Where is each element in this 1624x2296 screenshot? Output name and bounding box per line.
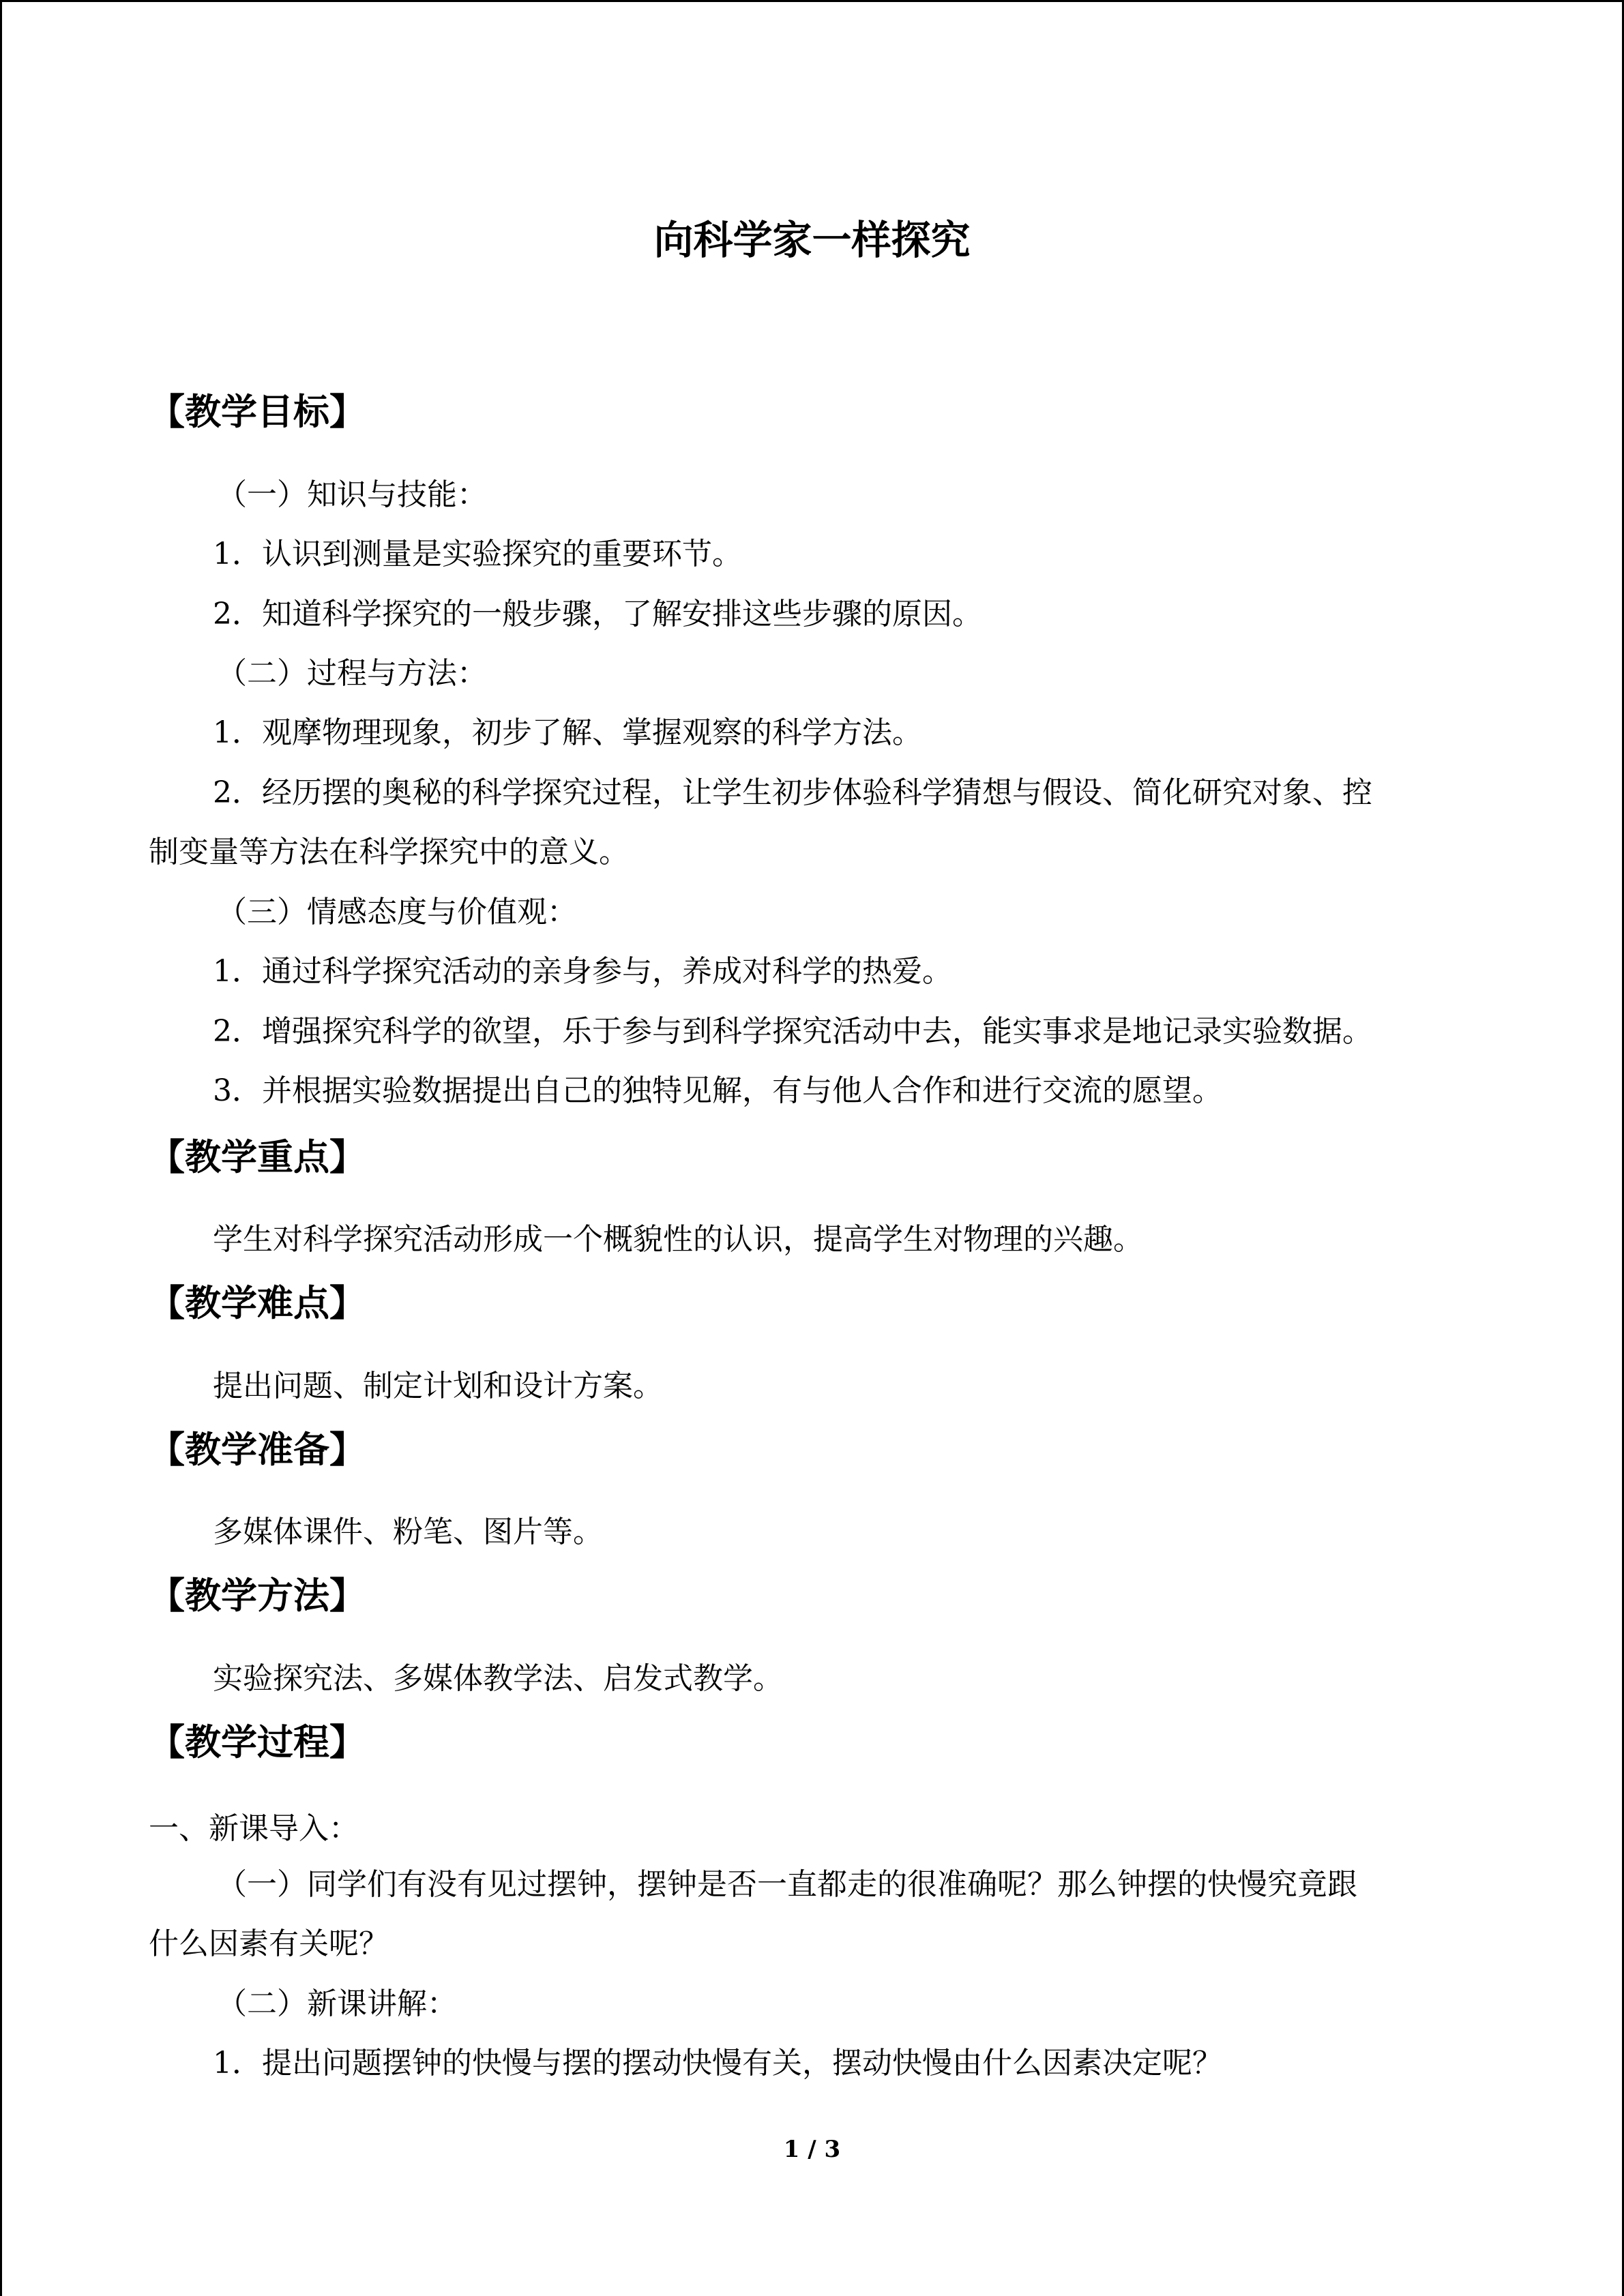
process-item-1: 1．提出问题摆钟的快慢与摆的摆动快慢有关，摆动快慢由什么因素决定呢？: [213, 2046, 1222, 2081]
heading-key-points: 【教学重点】: [149, 1137, 366, 1178]
process-part1: 一、新课导入：: [149, 1811, 359, 1846]
page-number: 1 / 3: [783, 2136, 841, 2163]
objectives-sub1: （一）知识与技能：: [217, 477, 487, 512]
difficulties-text: 提出问题、制定计划和设计方案。: [213, 1369, 663, 1403]
objectives-sub2-item-2: 2．经历摆的奥秘的科学探究过程，让学生初步体验科学猜想与假设、简化研究对象、控: [213, 775, 1372, 810]
page-left-border: [0, 0, 2, 2296]
objectives-sub2-item-1: 1．观摩物理现象，初步了解、掌握观察的科学方法。: [213, 715, 922, 750]
heading-preparation: 【教学准备】: [149, 1429, 366, 1471]
preparation-text: 多媒体课件、粉笔、图片等。: [213, 1515, 603, 1549]
document-title: 向科学家一样探究: [653, 217, 971, 263]
objectives-sub3: （三）情感态度与价值观：: [217, 895, 577, 929]
objectives-sub2: （二）过程与方法：: [217, 656, 487, 691]
heading-objectives: 【教学目标】: [149, 391, 366, 433]
key-points-text: 学生对科学探究活动形成一个概貌性的认识，提高学生对物理的兴趣。: [213, 1222, 1143, 1257]
objectives-sub1-item-1: 1．认识到测量是实验探究的重要环节。: [213, 537, 742, 571]
process-intro-line-2: 什么因素有关呢？: [149, 1926, 389, 1961]
objectives-sub2-item-2-cont: 制变量等方法在科学探究中的意义。: [149, 835, 629, 869]
heading-methods: 【教学方法】: [149, 1575, 366, 1617]
heading-difficulties: 【教学难点】: [149, 1283, 366, 1324]
objectives-sub3-item-3: 3．并根据实验数据提出自己的独特见解，有与他人合作和进行交流的愿望。: [213, 1073, 1222, 1108]
heading-process: 【教学过程】: [149, 1722, 366, 1763]
page-top-border: [0, 0, 1624, 2]
objectives-sub1-item-2: 2．知道科学探究的一般步骤，了解安排这些步骤的原因。: [213, 597, 982, 631]
methods-text: 实验探究法、多媒体教学法、启发式教学。: [213, 1661, 783, 1696]
objectives-sub3-item-2: 2．增强探究科学的欲望，乐于参与到科学探究活动中去，能实事求是地记录实验数据。: [213, 1014, 1372, 1049]
objectives-sub3-item-1: 1．通过科学探究活动的亲身参与，养成对科学的热爱。: [213, 954, 952, 989]
process-sub2: （二）新课讲解：: [217, 1986, 457, 2021]
process-intro-line-1: （一）同学们有没有见过摆钟，摆钟是否一直都走的很准确呢？那么钟摆的快慢究竟跟: [217, 1867, 1357, 1902]
